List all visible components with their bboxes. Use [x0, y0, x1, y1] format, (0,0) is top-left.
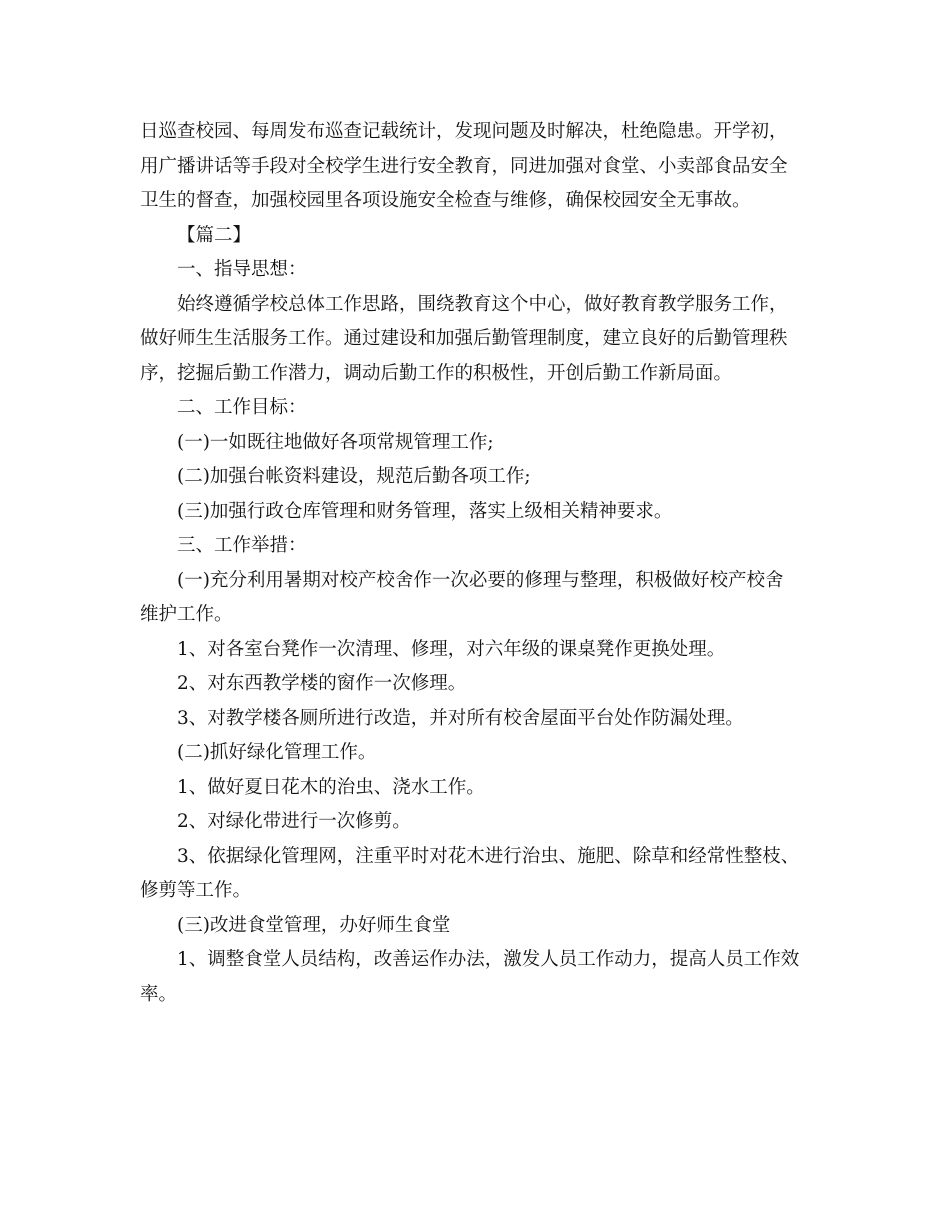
text-line: (一)充分利用暑期对校产校舍作一次必要的修理与整理，积极做好校产校舍 [177, 569, 784, 591]
text-line: 用广播讲话等手段对全校学生进行安全教育，同进加强对食堂、小卖部食品安全 [140, 155, 788, 177]
text-line: 三、工作举措： [177, 535, 307, 556]
text-line: 序，挖掘后勤工作潜力，调动后勤工作的积极性，开创后勤工作新局面。 [140, 362, 733, 384]
text-line: (三)改进食堂管理，办好师生食堂 [177, 914, 451, 936]
text-line: 1、做好夏日花木的治虫、浇水工作。 [177, 776, 485, 798]
text-line: (二)抓好绿化管理工作。 [177, 742, 377, 763]
text-line: 做好师生生活服务工作。通过建设和加强后勤管理制度，建立良好的后勤管理秩 [140, 328, 788, 349]
text-line: 1、调整食堂人员结构，改善运作办法，激发人员工作动力，提高人员工作效 [177, 949, 800, 970]
text-line: 一、指导思想： [177, 259, 307, 280]
document-body [140, 115, 810, 1012]
text-line: 2、对绿化带进行一次修剪。 [177, 811, 411, 832]
text-line: 1、对各室台凳作一次清理、修理，对六年级的课桌凳作更换处理。 [177, 638, 726, 660]
text-line: 卫生的督查，加强校园里各项设施安全检查与维修，确保校园安全无事故。 [140, 190, 751, 211]
text-line: 3、对教学楼各厕所进行改造，并对所有校舍屋面平台处作防漏处理。 [177, 707, 744, 729]
text-line: 3、依据绿化管理网，注重平时对花木进行治虫、施肥、除草和经常性整枝、 [177, 845, 800, 867]
text-line: (一)一如既往地做好各项常规管理工作; [177, 431, 494, 453]
text-line: 日巡查校园、每周发布巡查记载统计，发现问题及时解决，杜绝隐患。开学初， [140, 121, 788, 142]
text-line: 二、工作目标： [177, 397, 307, 418]
text-line: 2、对东西教学楼的窗作一次修理。 [177, 673, 467, 694]
text-line: 维护工作。 [140, 604, 233, 625]
text-line: 始终遵循学校总体工作思路，围绕教育这个中心，做好教育教学服务工作， [177, 293, 788, 315]
text-line: 率。 [140, 983, 178, 1005]
text-line: 【篇二】 [177, 224, 252, 246]
text-line: (二)加强台帐资料建设，规范后勤各项工作; [177, 466, 531, 487]
text-line: (三)加强行政仓库管理和财务管理，落实上级相关精神要求。 [177, 500, 673, 522]
text-line: 修剪等工作。 [140, 880, 252, 901]
